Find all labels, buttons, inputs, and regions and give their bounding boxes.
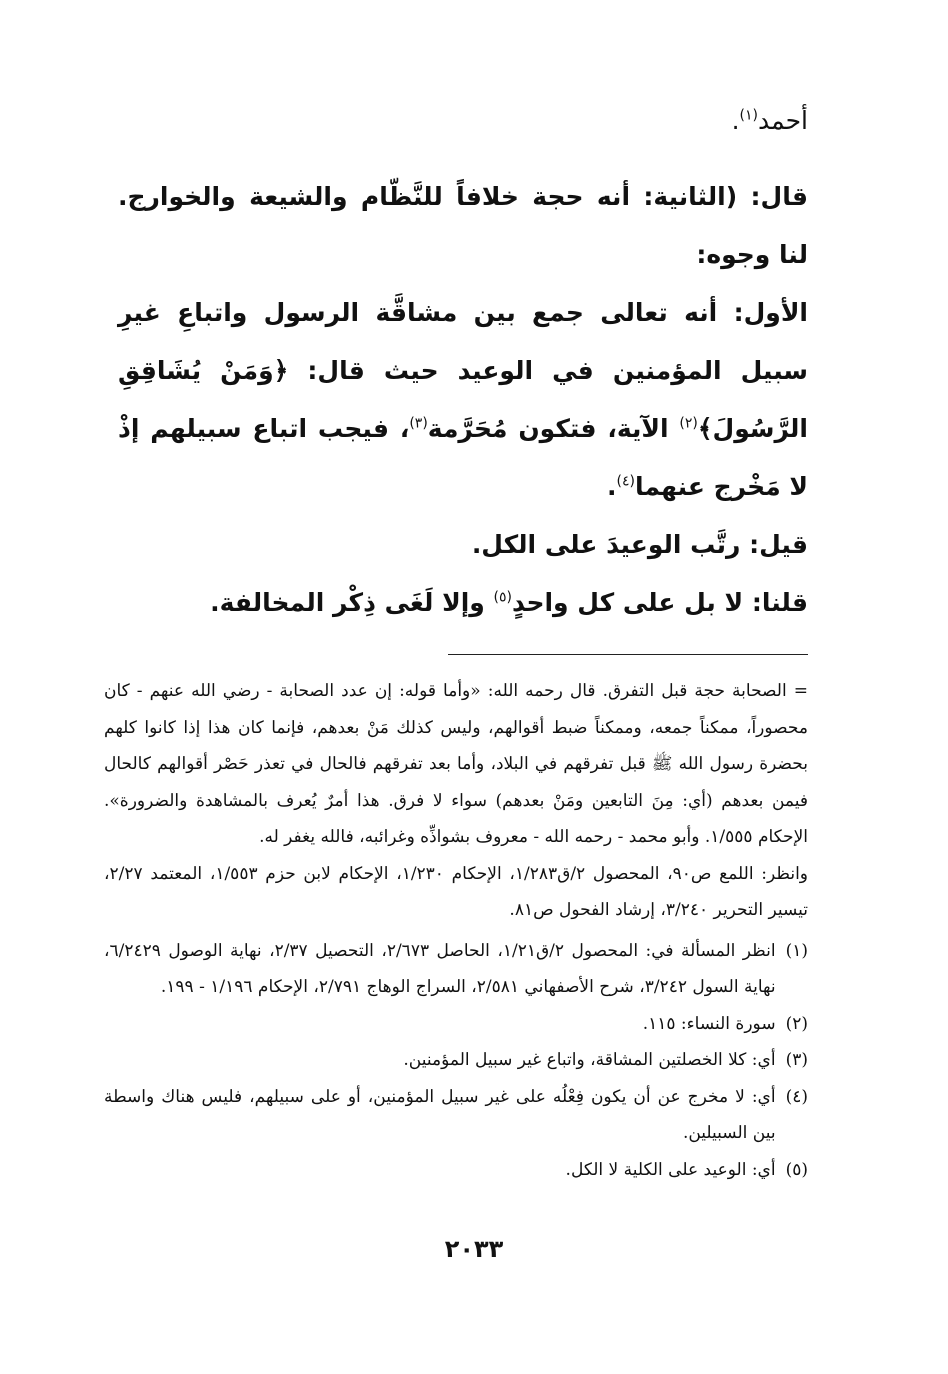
footnote-divider <box>448 654 808 655</box>
footnote-4 <box>104 1079 808 1152</box>
paragraph-response <box>118 574 808 632</box>
footnote-ref-1: (١) <box>739 107 759 124</box>
footnote-1 <box>104 933 808 1006</box>
footnote-2 <box>104 1006 808 1043</box>
paragraph-first-argument <box>118 284 808 516</box>
footnotes-section <box>104 673 808 1188</box>
intro-line <box>118 92 808 150</box>
footnote-number: (١) <box>785 940 808 961</box>
first-argument-end: . <box>607 472 617 501</box>
paragraph-second-opinion: قال: (الثانية: أنه حجة خلافاً للنَّظّام والشيعة والخوارج. لنا وجوه: <box>118 182 808 269</box>
first-argument-text-1: الأول: أنه تعالى جمع بين مشاقَّة الرسول واتباعِ غيرِ سبيل المؤمنين في الوعيد حيث قال: ﴿وَمَنْ يُشَاقِقِ الرَّسُولَ﴾ <box>118 298 808 443</box>
footnote-text: سورة النساء: ١١٥. <box>642 1013 776 1034</box>
footnote-ref-2: (٢) <box>679 415 698 432</box>
response-text-2: وإلا لَغَى ذِكْر المخالفة. <box>210 588 494 617</box>
intro-text: أحمد <box>758 106 808 135</box>
intro-end: . <box>731 106 740 135</box>
footnote-text: انظر المسألة في: المحصول ٢/ق١/٢١، الحاصل ٢/٦٧٣، التحصيل ٢/٣٧، نهاية الوصول ٦/٢٤٢٩، نهاية السول ٣/٢٤٢، شرح الأصفهاني ٢/٥٨١، السراج الوهاج ٢/٧٩١، الإحكام ١/١٩٦ - ١٩٩. <box>104 940 776 997</box>
footnote-see-also: وانظر: اللمع ص٩٠، المحصول ٢/ق١/٢٨٣، الإحكام ١/٢٣٠، الإحكام لابن حزم ١/٥٥٣، المعتمد ٢/٢٧، تيسير التحرير ٣/٢٤٠، إرشاد الفحول ص٨١. <box>104 863 808 920</box>
footnote-ref-3: (٣) <box>409 415 428 432</box>
footnote-3 <box>104 1042 808 1079</box>
footnote-number: (٢) <box>785 1013 808 1034</box>
footnote-ref-4: (٤) <box>616 473 635 490</box>
footnote-ref-5: (٥) <box>493 589 512 606</box>
first-argument-text-3: ، فيجب اتباع سبيلهم إذْ لا مَخْرج عنهما <box>118 414 808 501</box>
footnote-number: (٥) <box>785 1159 808 1180</box>
footnote-number: (٤) <box>785 1086 808 1107</box>
footnote-5 <box>104 1152 808 1189</box>
footnote-number: (٣) <box>785 1050 808 1070</box>
first-argument-text-2: الآية، فتكون مُحَرَّمة <box>427 414 680 443</box>
page-number: ٢٠٣٣ <box>444 1235 504 1263</box>
main-text <box>118 92 808 632</box>
footnote-continuation: = الصحابة حجة قبل التفرق. قال رحمه الله: «وأما قوله: إن عدد الصحابة - رضي الله عنهم - كان محصوراً، ممكناً جمعه، وممكناً ضبط أقوالهم، وليس كذلك مَنْ بعدهم، فإنما كان هذا إذا كانوا كلهم بحضرة رسول الله ﷺ قبل تفرقهم في البلاد، وأما بعد تفرقهم فالحال في تعذر حَصْر أقوالهم كالحال فيمن بعدهم (أي: مِنَ التابعين ومَنْ بعدهم) سواء لا فرق. هذا أمرٌ يُعرف بالمشاهدة والضرورة». الإحكام ١/٥٥٥. وأبو محمد - رحمه الله - معروف بشواذِّه وغرائبه، فالله يغفر له. <box>104 681 808 847</box>
footnote-text: أي: كلا الخصلتين المشاقة، واتباع غير سبيل المؤمنين. <box>403 1050 776 1070</box>
response-text-1: قلنا: لا بل على كل واحدٍ <box>512 588 808 617</box>
footnote-text: أي: لا مخرج عن أن يكون فِعْلُه على غير سبيل المؤمنين، أو على سبيلهم، فليس هناك واسطة بين السبيلين. <box>104 1086 776 1143</box>
footnote-text: أي: الوعيد على الكلية لا الكل. <box>565 1159 776 1180</box>
page-content <box>104 92 808 1188</box>
paragraph-objection: قيل: رتَّب الوعيدَ على الكل. <box>471 530 808 559</box>
